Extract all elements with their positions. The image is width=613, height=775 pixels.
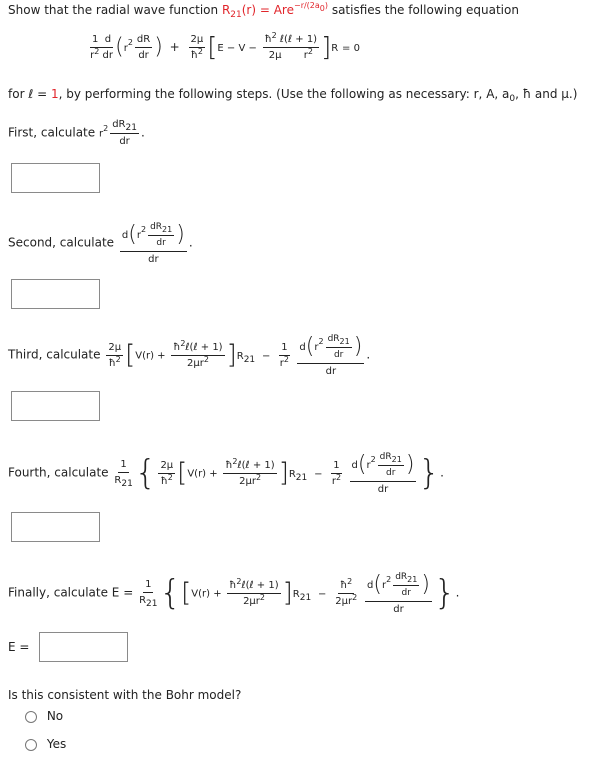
eq-two-mu: 2μ bbox=[268, 50, 282, 61]
func-eq: = Are bbox=[256, 3, 294, 17]
E-label: E = bbox=[8, 640, 30, 654]
answer-fourth-input[interactable] bbox=[11, 512, 100, 542]
radial-function bbox=[221, 1, 329, 20]
eq-l-frac: $\frac{ħ^2 \ell(\ell + 1)}{2\mu r^2}$ bbox=[264, 31, 318, 61]
intro-suffix: satisfies the following equation bbox=[328, 3, 519, 17]
radio-no[interactable] bbox=[25, 711, 37, 723]
for-vars-end: , ħ and μ.) bbox=[515, 87, 578, 101]
s3-Vr: V(r) + bbox=[135, 350, 166, 362]
func-R: R bbox=[221, 3, 231, 17]
step-first-label: First, calculate bbox=[8, 125, 99, 140]
func-r: (r) bbox=[241, 3, 257, 17]
for-line bbox=[8, 87, 578, 104]
eq-one: 1 bbox=[92, 34, 99, 45]
s1-r-sup: 2 bbox=[103, 123, 109, 133]
func-exp: −r/(2a bbox=[293, 1, 320, 10]
step-finally-label: Finally, calculate E = bbox=[8, 585, 134, 600]
eq-r: r bbox=[90, 50, 95, 61]
step-fourth-label: Fourth, calculate bbox=[8, 465, 109, 480]
radio-yes[interactable] bbox=[25, 739, 37, 751]
l-value: 1 bbox=[50, 87, 59, 101]
eq-d: d bbox=[104, 34, 112, 45]
s1-r: r bbox=[98, 128, 104, 140]
func-sub: 21 bbox=[230, 10, 242, 20]
step-finally: Finally, calculate E = $\frac{1}{R21}$ {[V(r) + $\frac{ħ^2\ell(\ell + 1)}{2\mu r^2}$ ]R21 − $\frac{ħ^2}{2\mu r^2}$ $d(r^2$ $\frac{dR21}{dr}$ ) dr }. bbox=[8, 572, 460, 615]
eq-r-sup: 2 bbox=[94, 47, 100, 56]
step-second: Second, calculate $d(r^2$ $\frac{dR21}{dr}$ ) dr . bbox=[8, 222, 193, 265]
s1-dR: dR bbox=[112, 119, 126, 130]
eq-r3-sup: 2 bbox=[307, 47, 313, 56]
for-middle: , by performing the following steps. (Use the following as necessary: bbox=[58, 87, 474, 101]
eq-hbar2: ħ bbox=[264, 34, 272, 45]
eq-plus: + bbox=[169, 40, 180, 54]
s1-sub: 21 bbox=[125, 123, 137, 133]
eq-frac-1 bbox=[90, 33, 113, 62]
eq-zero: = 0 bbox=[342, 43, 360, 54]
eq-r3: r bbox=[303, 50, 308, 61]
option-no-label: No bbox=[46, 709, 64, 723]
eq-dRdr bbox=[135, 33, 152, 62]
eq-2mu: 2μ bbox=[189, 33, 206, 48]
answer-third-input[interactable] bbox=[11, 391, 100, 421]
s1-frac: $\frac{dR21}{dr}$ bbox=[112, 119, 137, 147]
step-second-label: Second, calculate bbox=[8, 235, 115, 250]
answer-second-input[interactable] bbox=[11, 279, 100, 309]
s2-frac: $d(r^2$ $\frac{dR21}{dr}$ ) dr bbox=[121, 222, 185, 265]
s3-hbar: ħ bbox=[173, 341, 181, 353]
s3-2mur: 2μr bbox=[187, 357, 204, 369]
option-yes-label: Yes bbox=[46, 737, 67, 751]
step-fourth: Fourth, calculate $\frac{1}{R21}$ { $\frac{2\mu}{ħ^2}$ [V(r) + $\frac{ħ^2\ell(\ell + 1)}{2\mu r^2}$ ]R21 − $\frac{1}{r^2}$ $d(r^2$ $\frac{dR21}{dr}$ ) dr }. bbox=[8, 452, 444, 495]
answer-first-input[interactable] bbox=[11, 163, 100, 193]
answer-E-input[interactable] bbox=[39, 632, 128, 662]
for-vars-sub: 0 bbox=[509, 94, 516, 104]
eq-r2-sup: 2 bbox=[127, 38, 133, 47]
intro-text bbox=[8, 1, 519, 20]
eq-hbar: ħ bbox=[190, 50, 198, 61]
eq-lterm: ℓ(ℓ + 1) bbox=[279, 34, 318, 45]
step-third: Third, calculate $\frac{2\mu}{ħ^2}$ [V(r) + $\frac{ħ^2\ell(\ell + 1)}{2\mu r^2}$ ]R21 − $\frac{1}{r^2}$ $d(r^2$ $\frac{dR21}{dr}$ ) dr . bbox=[8, 334, 371, 377]
eq-r2: r bbox=[123, 43, 128, 54]
eq-dr: dr bbox=[102, 50, 113, 61]
main-equation: $\frac{1 d}{r^2 dr}$ ($r^2$ $\frac{dR}{dr}$ ) + $\frac{2\mu}{ħ^2}$ [E − V − $\frac{ħ^2 \ell(\ell + 1)}{2\mu r^2}$ ]R = 0 bbox=[90, 31, 360, 63]
func-exp-sub: 0 bbox=[319, 4, 325, 13]
for-prefix: for ℓ = bbox=[8, 87, 51, 101]
func-exp-end: ) bbox=[324, 1, 329, 10]
eq-dr2: dr bbox=[138, 50, 149, 61]
step-first: First, calculate $r^2$ $\frac{dR21}{dr}$ . bbox=[8, 119, 145, 147]
intro-prefix: Show that the radial wave function bbox=[8, 3, 222, 17]
s3-lterm: ℓ(ℓ + 1) bbox=[185, 341, 223, 353]
bohr-question: Is this consistent with the Bohr model? bbox=[8, 688, 242, 702]
step-third-label: Third, calculate bbox=[8, 347, 101, 362]
eq-dR: dR bbox=[135, 33, 152, 48]
option-no[interactable] bbox=[25, 709, 63, 723]
for-vars: r, A, a bbox=[473, 87, 510, 101]
eq-R: R bbox=[331, 43, 339, 54]
eq-EV: E − V − bbox=[217, 43, 257, 54]
eq-hbar-sup: 2 bbox=[197, 47, 203, 56]
option-yes[interactable] bbox=[25, 737, 66, 751]
eq-2mu-frac bbox=[189, 33, 206, 62]
